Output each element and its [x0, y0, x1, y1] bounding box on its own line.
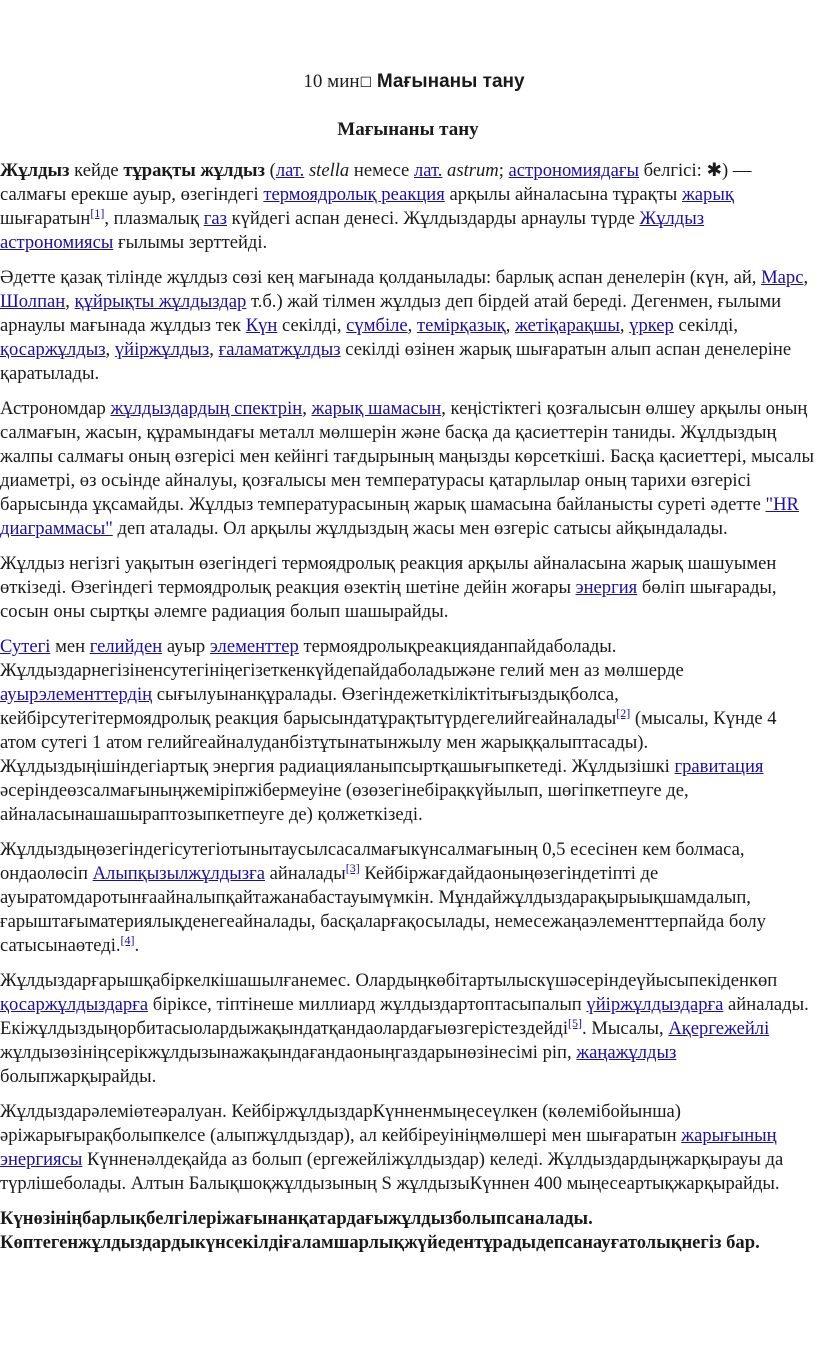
text: т.б.) жай тілмен жұлдыз деп бірдей атай береді. Дегенмен, ғылыми арнаулы мағынада жұлдыз тек [0, 291, 782, 336]
text: жұлдызөзініңсерікжұлдызынажақындағандаоныңгаздарынөзінесімі ріп, [0, 1042, 577, 1063]
text: (мысалы, Күнде 4 атом сутегі 1 атом гелийгеайналуданбізтұтынатынжылу мен жарыққалыптасады). Жұлдыздыңішіндегіартық энергия радиацияланыпсыртқашығыпкетеді. Жұлдызішкі [0, 708, 777, 777]
link-light[interactable]: жарық [681, 184, 734, 205]
paragraph-sun [0, 1207, 816, 1255]
text: немесе [349, 160, 414, 181]
latin-word: stella [308, 160, 350, 181]
text: , [803, 267, 809, 288]
text: . [134, 935, 140, 956]
title-text: Мағынаны тану [376, 71, 525, 92]
link-supergiant[interactable]: ғаламатжұлдыз [218, 339, 341, 360]
link-lat[interactable]: лат. [413, 160, 443, 181]
link-pleiades[interactable]: үркер [629, 315, 674, 336]
text: секілді өзінен жарық шығаратын алып аспан денелеріне қаратылады. [0, 339, 792, 384]
text: арқылы айналасына тұрақты [444, 184, 682, 205]
text: болыпжарқырайды. [0, 1066, 157, 1087]
text: сығылуынанқұралады. Өзегіндежеткіліктітығыздықболса, кейбірсутегітермоядролық реакция барысындатұрақтытүрдегелийгеайналады [0, 684, 619, 729]
text: Жұлдыздыңөзегіндегісутегіотынытаусылсасалмағыкүнсалмағының 0,5 есесінен кем болмаса, ондаолөсіп [0, 839, 745, 884]
text: , [65, 291, 75, 312]
link-binary-stars[interactable]: қосаржұлдыздарға [0, 994, 149, 1015]
text: , [619, 315, 630, 336]
text: белгісі: [639, 160, 707, 181]
text: секілді, [277, 315, 347, 336]
star-symbol-icon: ✱ [706, 160, 723, 181]
text: күйдегі аспан денесі. Жұлдыздарды арнаулы түрде [226, 208, 640, 229]
text: шығаратын [0, 208, 91, 229]
link-thermonuclear[interactable]: термоядролық реакция [263, 184, 445, 205]
paragraph-elements [0, 635, 816, 827]
link-sun[interactable]: Күн [245, 315, 278, 336]
text: , [209, 339, 219, 360]
link-white-dwarf[interactable]: Ақергежейлі [668, 1018, 770, 1039]
link-lat[interactable]: лат. [275, 160, 305, 181]
text: Күнөзініңбарлықбелгілеріжағынанқатардағыжұлдызболыпсаналады. Көптегенжұлдыздардыкүнсекілдіғаламшарлықжүйедентұрадыдепсанауғатолықнегіз бар. [0, 1208, 760, 1253]
text: термоядролықреакцияданпайдаболады. Жұлдыздарнегізіненсутегініңегізеткенкүйдепайдаболадыжәне гелий мен аз мөлшерде [0, 636, 684, 681]
link-elements[interactable]: элементтер [209, 636, 299, 657]
link-gas[interactable]: газ [203, 208, 227, 229]
link-big-dipper[interactable]: жетіқарақшы [515, 315, 620, 336]
text: Астрономдар [0, 398, 111, 419]
link-star-clusters[interactable]: үйіржұлдыздарға [586, 994, 724, 1015]
link-mars[interactable]: Марс [761, 267, 804, 288]
footnote-ref[interactable]: [1] [90, 206, 105, 220]
link-star-cluster[interactable]: үйіржұлдыз [114, 339, 210, 360]
footnote-ref[interactable]: [2] [616, 706, 631, 720]
checkbox-glyph-icon: ☐ [359, 75, 373, 91]
text: ауыр [162, 636, 210, 657]
text: , [505, 315, 516, 336]
link-gravitation[interactable]: гравитация [674, 756, 764, 777]
link-binary-star[interactable]: қосаржұлдыз [0, 339, 106, 360]
footnote-ref[interactable]: [3] [345, 861, 360, 875]
text: Жұлдыздарғарышқабіркелкішашылғанемес. Олардыңкөбітартылыскүшәсеріндеүйысыпекіденкөп [0, 970, 778, 991]
text: , [407, 315, 417, 336]
text: ғылымы зерттейді. [113, 232, 268, 253]
paragraph-definition [0, 159, 816, 255]
text: кейде [69, 160, 124, 181]
link-astronomy[interactable]: астрономиядағы [508, 160, 639, 181]
text: деп аталады. Ол арқылы жұлдыздың жасы мен өзгеріс сатысы айқындалады. [112, 518, 728, 539]
text: айналады. Екіжұлдыздыңорбитасыолардыжақындатқандаолардағыөзгерістездейді [0, 994, 809, 1039]
text: әсеріндеөзсалмағыныңжеміріпжібермеуіне (өзөзегінебірақкүйылып, шөгіпкетпеуге де, айналасынашашыраптозыпкетпеуге де) қолжеткізеді. [0, 780, 689, 825]
paragraph-usage [0, 266, 816, 386]
term-bold: тұрақты жұлдыз [123, 160, 265, 181]
link-nova[interactable]: жаңажұлдыз [576, 1042, 677, 1063]
latin-word: astrum [447, 160, 499, 181]
link-energy[interactable]: энергия [575, 577, 638, 598]
text: Күнненәлдеқайда аз болып (ергежейліжұлдыздар) келеді. Жұлдыздардыңжарқырауы да түрлішеболады. Алтын Балықшоқжұлдызының S жұлдызыКүннен 400 мыңесеартықжарқырайды. [0, 1149, 784, 1194]
link-helium[interactable]: гелийден [89, 636, 163, 657]
text: біріксе, тіптінеше миллиард жұлдыздартоптасыпалып [148, 994, 587, 1015]
paragraph-astronomers [0, 397, 816, 541]
link-light[interactable]: жарығының [681, 1125, 777, 1146]
link-spica[interactable]: сүмбіле [346, 315, 408, 336]
page-title [12, 70, 816, 95]
link-venus[interactable]: Шолпан [0, 291, 66, 312]
title-prefix: 10 мин [303, 71, 360, 92]
link-hydrogen[interactable]: Сутегі [0, 636, 51, 657]
text: . Мысалы, [582, 1018, 669, 1039]
link-red-giant[interactable]: Алыпқызылжұлдызға [92, 863, 266, 884]
text: , кеңістіктегі қозғалысын өлшеу арқылы оның салмағын, жасын, құрамындағы металл мөлшерін және басқа да қасиеттерін таниды. Жұлдыздың жалпы салмағы оның өзгерісі мен кейінгі тағдырының маңызды көрсеткіші. Басқа қасиеттері, мысалы диаметрі, өз осьінде айналуы, қозғалысы мен температурасы қатарлылар оның тарихи өзгерісі барысында ұқсамайды. Жұлдыз температурасының жарық шамасына байланысты суреті әдетте [0, 398, 815, 515]
text: Кейбіржағдайдаоныңөзегіндетіпті де ауыратомдаротынғаайналыпқайтажанабастауымүмкін. Мұндайжұлдыздарақырыықшамдалып, ғарыштағыматериялықденегеайналады, басқаларғақосылады, немесежаңаэлементтерпайда болу сатысынаөтеді. [0, 863, 766, 956]
text: ; [498, 160, 509, 181]
link-polaris[interactable]: темірқазық [416, 315, 506, 336]
text: Жұлдыздарәлеміөтеәралуан. КейбіржұлдыздарКүнненмыңесеүлкен (көлемібойынша) әріжарығырақболыпкелсе (алыпжұлдыздар), ал кейбіреуініңмөлшері мен шығаратын [0, 1101, 682, 1146]
link-stellar-astronomy[interactable]: Жұлдыз астрономиясы [0, 208, 705, 253]
paragraph-main-sequence [0, 552, 816, 624]
text: бөліп шығарады, сосын оны сыртқы әлемге радиация болып шашырайды. [0, 577, 777, 622]
link-hr-diagram[interactable]: "HR диаграммасы" [0, 494, 799, 539]
article-heading: Мағынаны тану [337, 119, 479, 140]
paragraph-diversity [0, 1100, 816, 1196]
link-energy[interactable]: энергиясы [0, 1149, 83, 1170]
footnote-ref[interactable]: [4] [120, 933, 135, 947]
link-magnitude[interactable]: жарық шамасын [311, 398, 442, 419]
text: , плазмалық [104, 208, 204, 229]
link-heavy-elements[interactable]: ауырэлементтердің [0, 684, 153, 705]
term-bold: Жұлдыз [0, 160, 70, 181]
text: секілді, [673, 315, 738, 336]
text: ) — салмағы ерекше ауыр, өзегіндегі [0, 160, 752, 205]
text: ( [265, 160, 276, 181]
text: , [105, 339, 115, 360]
text: мен [50, 636, 90, 657]
paragraph-evolution [0, 838, 816, 958]
link-spectrum[interactable]: жұлдыздардың спектрін [110, 398, 303, 419]
footnote-ref[interactable]: [5] [568, 1016, 583, 1030]
text: , [302, 398, 312, 419]
paragraph-distribution [0, 969, 816, 1089]
text: Жұлдыз негізгі уақытын өзегіндегі термоядролық реакция арқылы айналасына жарық шашуымен өткізеді. Өзегіндегі термоядролық реакция өзектің шетіне дейін жоғары [0, 553, 777, 598]
text: айналады [265, 863, 346, 884]
text: Әдетте қазақ тілінде жұлдыз сөзі кең мағынада қолданылады: барлық аспан денелерін (күн, ай, [0, 267, 762, 288]
link-comets[interactable]: құйрықты жұлдыздар [74, 291, 247, 312]
